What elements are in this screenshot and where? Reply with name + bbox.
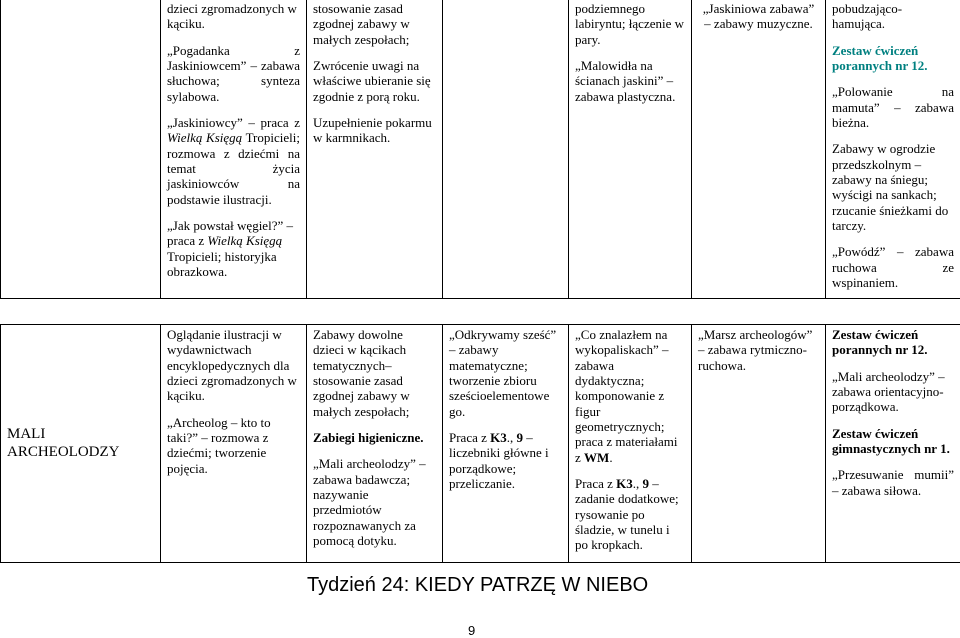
exercise-set-number: porannych nr 12. [832, 342, 927, 357]
cell-activities-6 [826, 325, 960, 563]
empty-cell [1, 0, 161, 299]
text-block [832, 43, 954, 74]
text-block [167, 115, 300, 207]
text-span: . [609, 450, 612, 465]
text-block [313, 430, 436, 445]
cell-activities-6 [826, 0, 960, 299]
book-title: Wielką Księgą [167, 130, 242, 145]
page-ref: 9 [643, 476, 650, 491]
text-block: „Przesuwanie mumii” – zabawa siłowa. [832, 467, 954, 498]
text-block: Oglądanie ilustracji w wydawnictwach encyklopedycznych dla dzieci zgromadzonych w kąciku. [167, 327, 300, 404]
text-span: Tropicieli; historyjka obrazkowa. [167, 249, 277, 279]
text-block: podziemnego labiryntu; łączenie w pary. [575, 1, 685, 47]
text-block: „Archeolog – kto to taki?” – rozmowa z dziećmi; tworzenie pojęcia. [167, 415, 300, 476]
exercise-set-label: Zestaw ćwiczeń [832, 426, 918, 441]
text-block: „Mali archeolodzy” – zabawa orientacyjno-porządkowa. [832, 369, 954, 415]
text-block [832, 426, 954, 457]
text-block: Uzupełnienie pokarmu w karmnikach. [313, 115, 436, 146]
text-span: Tropicieli; rozmowa z dziećmi na temat życia jaskiniowców na podstawie ilustracji. [167, 130, 300, 206]
exercise-set-label: Zestaw ćwiczeń [832, 43, 918, 58]
lesson-plan-table-top [0, 0, 960, 299]
text-span: ., [633, 476, 643, 491]
text-block: Zwrócenie uwagi na właściwe ubieranie się zgodnie z porą roku. [313, 58, 436, 104]
cell-activities-1 [161, 325, 307, 563]
page-number: 9 [468, 623, 475, 638]
cell-activities-4 [569, 0, 692, 299]
book-ref: K3 [616, 476, 633, 491]
text-block: „Malowidła na ścianach jaskini” – zabawa plastyczna. [575, 58, 685, 104]
cell-activities-1 [161, 0, 307, 299]
text-block: Zabawy w ogrodzie przedszkolnym – zabawy na śniegu; wyścigi na sankach; rzucanie śnieżkami do tarczy. [832, 141, 954, 233]
text-block: pobudzająco-hamująca. [832, 1, 954, 32]
book-title: Wielką Księgą [207, 233, 282, 248]
text-block: „Powódź” – zabawa ruchowa ze wspinaniem. [832, 244, 954, 290]
text-span: „Jak powstał węgiel?” – praca z [167, 218, 293, 248]
text-block: „Jaskiniowa zabawa” – zabawy muzyczne. [698, 1, 819, 32]
text-span: – liczebniki główne i porządkowe; przeliczanie. [449, 430, 549, 491]
material-ref: WM [584, 450, 609, 465]
text-span: – zadanie dodatkowe; rysowanie po śladzie, w tunelu i po kropkach. [575, 476, 679, 552]
topic-title: MALI ARCHEOLODZY [7, 426, 120, 460]
text-block: „Marsz archeologów” – zabawa rytmiczno-ruchowa. [698, 327, 819, 373]
book-ref: K3 [490, 430, 507, 445]
empty-cell [443, 0, 569, 299]
cell-activities-4 [569, 325, 692, 563]
text-block [832, 327, 954, 358]
text-block: dzieci zgromadzonych w kąciku. [167, 1, 300, 32]
cell-activities-3 [443, 325, 569, 563]
lesson-plan-table-bottom [0, 324, 960, 563]
page-ref: 9 [517, 430, 524, 445]
cell-activities-5 [692, 0, 826, 299]
cell-activities-2 [307, 0, 443, 299]
text-block [575, 327, 685, 465]
text-block: „Polowanie na mamuta” – zabawa bieżna. [832, 84, 954, 130]
cell-activities-5 [692, 325, 826, 563]
topic-cell [1, 325, 161, 563]
exercise-set-number: porannych nr 12. [832, 58, 927, 73]
text-span: „Co znalazłem na wykopaliskach” – zabawa dydaktyczna; komponowanie z figur geometrycznych; praca z materiałami z [575, 327, 678, 465]
cell-activities-2 [307, 325, 443, 563]
week-title: Tydzień 24: KIEDY PATRZĘ W NIEBO [307, 574, 648, 598]
exercise-set-number: gimnastycznych nr 1. [832, 441, 950, 456]
text-block: stosowanie zasad zgodnej zabawy w małych zespołach; [313, 1, 436, 47]
hygiene-label: Zabiegi higieniczne. [313, 430, 424, 445]
text-block [575, 476, 685, 553]
text-block: „Pogadanka z Jaskiniowcem” – zabawa słuchowa; synteza sylabowa. [167, 43, 300, 104]
text-block: „Odkrywamy sześć” – zabawy matematyczne; tworzenie zbioru sześcioelementowe go. [449, 327, 562, 419]
text-span: ., [507, 430, 517, 445]
text-span: Praca z [449, 430, 490, 445]
exercise-set-label: Zestaw ćwiczeń [832, 327, 918, 342]
text-block [449, 430, 562, 491]
text-span: Praca z [575, 476, 616, 491]
text-block: „Mali archeolodzy” – zabawa badawcza; nazywanie przedmiotów rozpoznawanych za pomocą dotyku. [313, 456, 436, 548]
text-block [167, 218, 300, 279]
text-span: „Jaskiniowcy” – praca z [167, 115, 300, 130]
text-block: Zabawy dowolne dzieci w kącikach tematycznych– stosowanie zasad zgodnej zabawy w małych zespołach; [313, 327, 436, 419]
